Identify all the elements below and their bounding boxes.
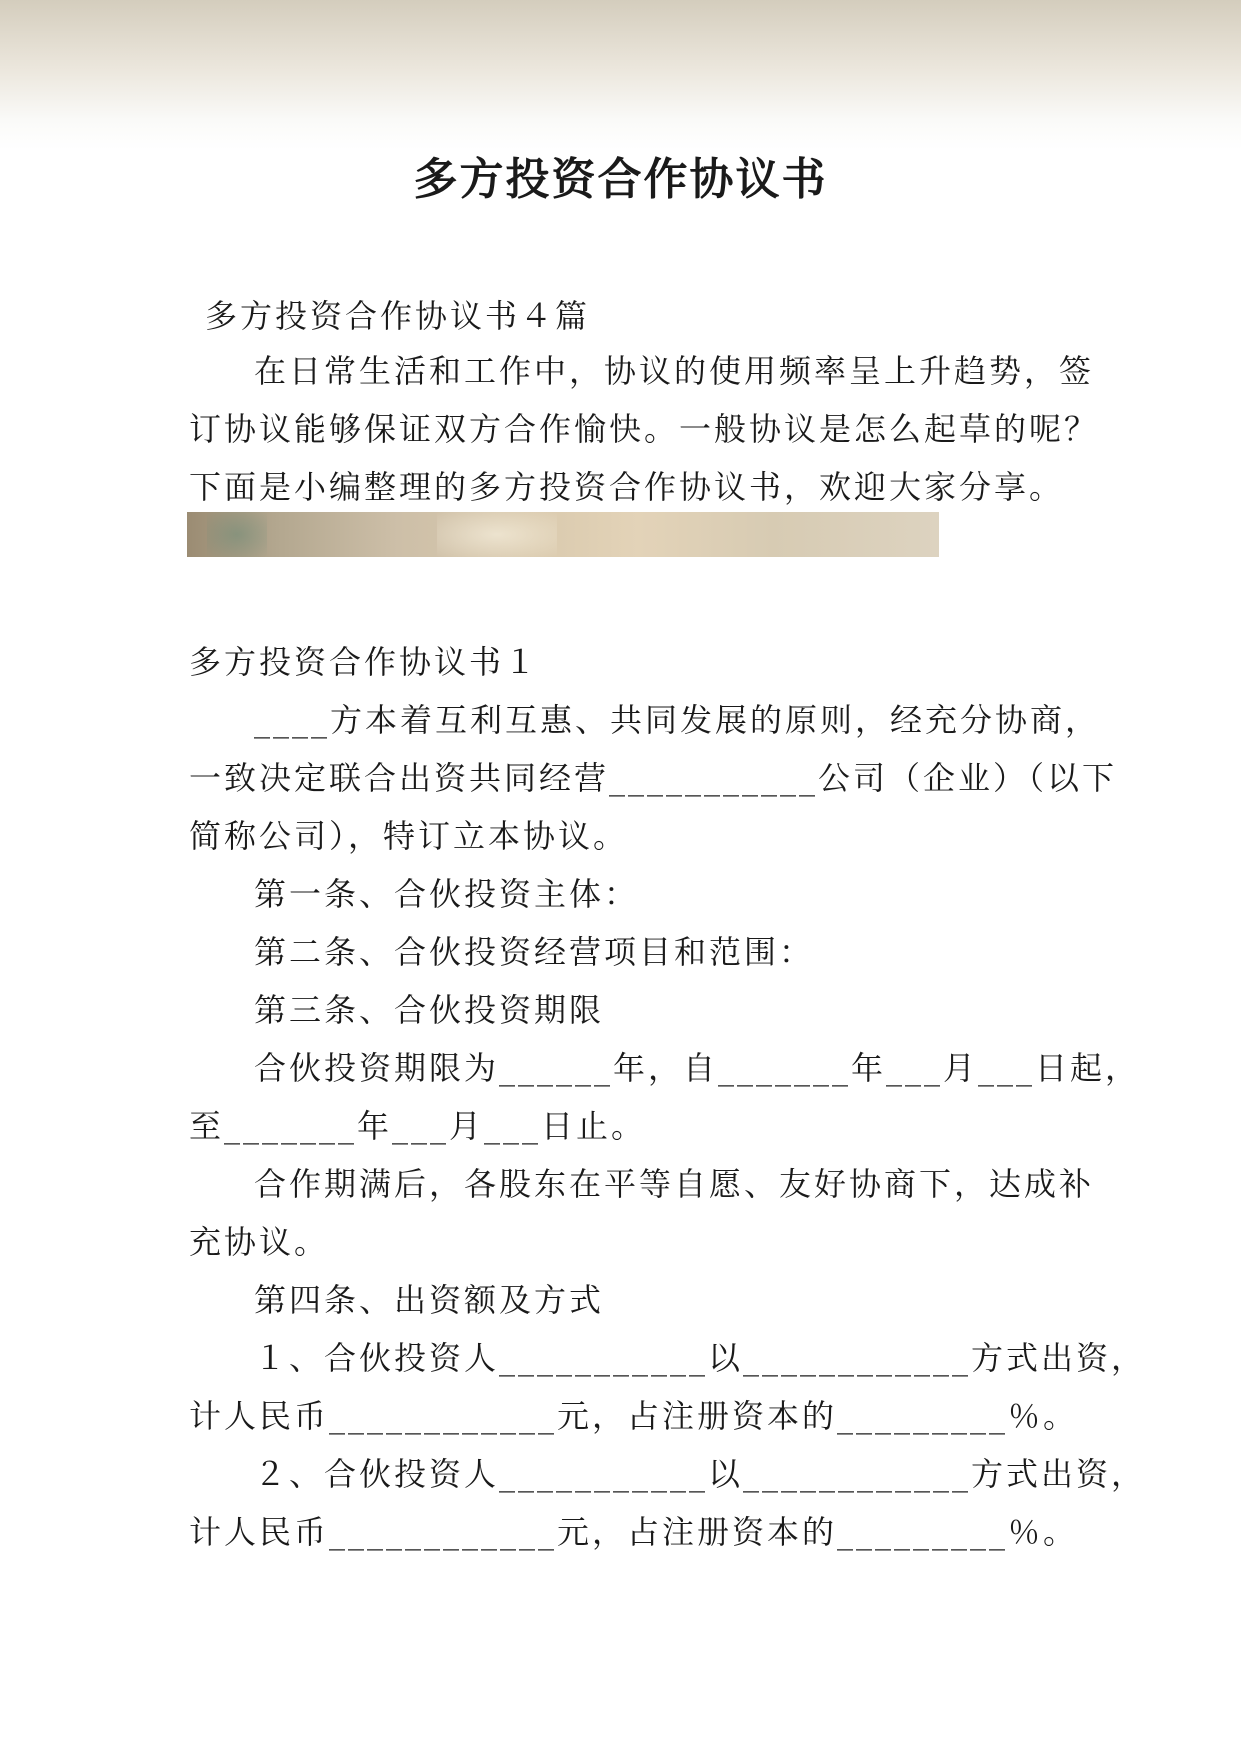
subtitle: 多方投资合作协议书４篇 <box>205 297 591 335</box>
renewal-line-2: 充协议。 <box>189 1223 330 1261</box>
article-1-heading: 第一条、合伙投资主体： <box>254 875 640 913</box>
investor-1-line-1: １、合伙投资人___________以____________方式出资， <box>254 1339 1147 1377</box>
body-line-3: 简称公司），特订立本协议。 <box>189 817 629 855</box>
intro-line-1: 在日常生活和工作中，协议的使用频率呈上升趋势，签 <box>254 352 1095 390</box>
body-line-2: 一致决定联合出资共同经营___________公司（企业）（以下 <box>189 759 1118 797</box>
page-title: 多方投资合作协议书 <box>413 154 828 205</box>
term-line-1: 合伙投资期限为______年，自_______年___月___日起， <box>254 1049 1141 1087</box>
article-4-heading: 第四条、出资额及方式 <box>254 1281 605 1319</box>
article-2-heading: 第二条、合伙投资经营项目和范围： <box>254 933 815 971</box>
intro-line-3: 下面是小编整理的多方投资合作协议书，欢迎大家分享。 <box>189 468 1065 506</box>
section-heading: 多方投资合作协议书１ <box>189 643 540 681</box>
banner-image <box>187 512 939 557</box>
investor-2-line-2: 计人民币____________元，占注册资本的_________％。 <box>189 1513 1079 1551</box>
renewal-line-1: 合作期满后，各股东在平等自愿、友好协商下，达成补 <box>254 1165 1095 1203</box>
banner-image-detail <box>207 512 267 557</box>
term-line-2: 至_______年___月___日止。 <box>189 1107 647 1145</box>
banner-image-highlight <box>437 512 557 557</box>
header-image-fade <box>0 0 1241 150</box>
intro-line-2: 订协议能够保证双方合作愉快。一般协议是怎么起草的呢？ <box>189 410 1100 448</box>
investor-2-line-1: ２、合伙投资人___________以____________方式出资， <box>254 1455 1147 1493</box>
body-line-1: ____方本着互利互惠、共同发展的原则，经充分协商， <box>254 701 1101 739</box>
article-3-heading: 第三条、合伙投资期限 <box>254 991 605 1029</box>
investor-1-line-2: 计人民币____________元，占注册资本的_________％。 <box>189 1397 1079 1435</box>
